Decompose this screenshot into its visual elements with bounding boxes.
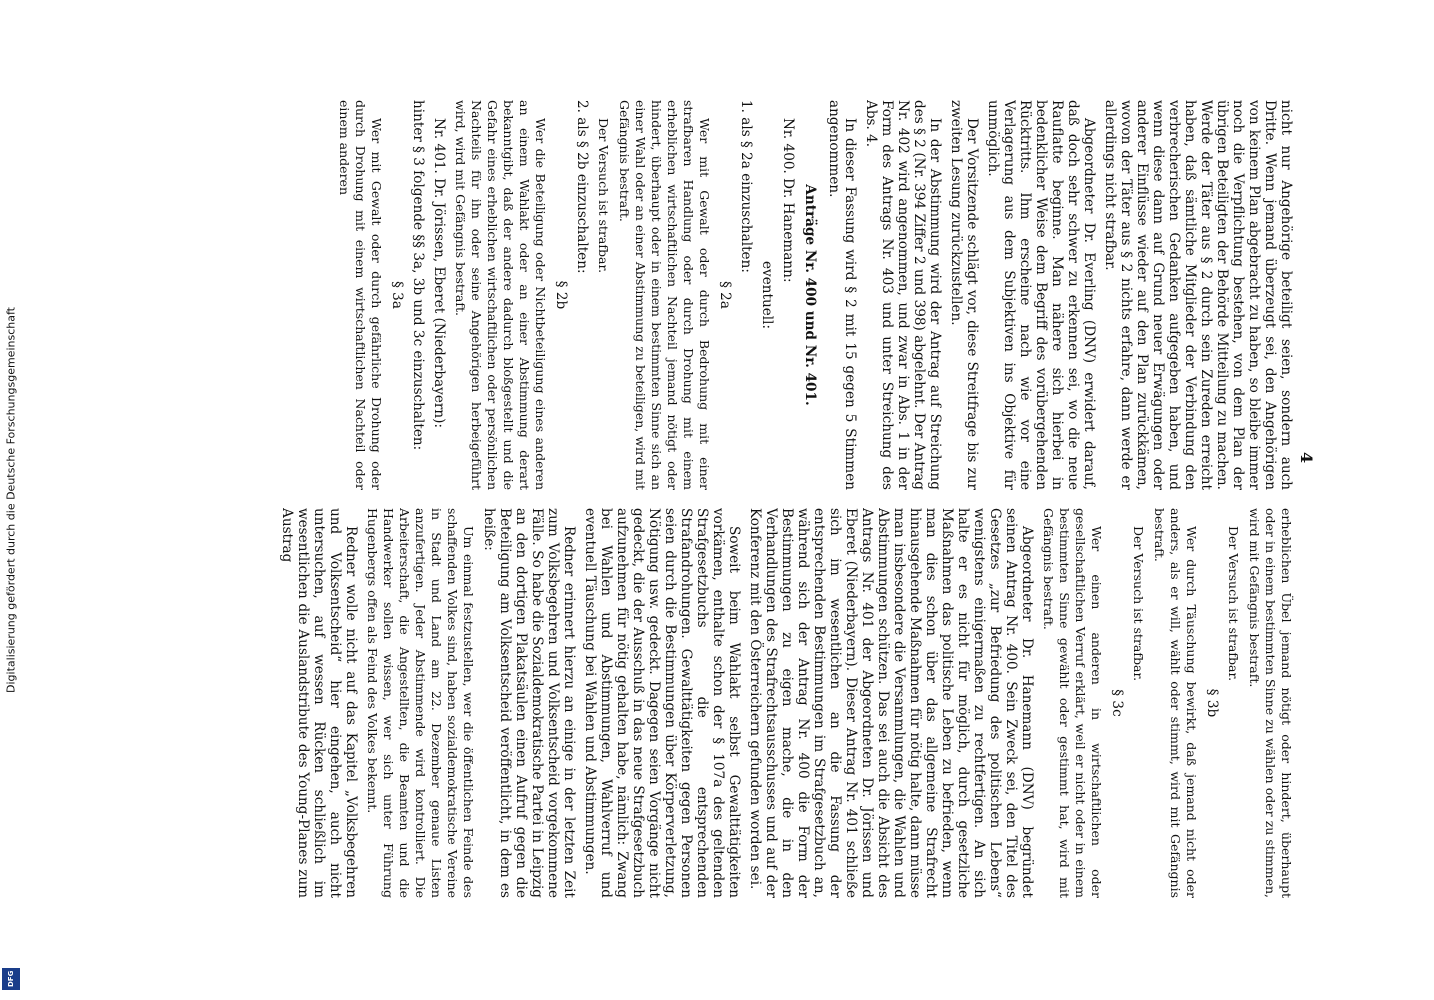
paragraph: Abgeordneter Dr. Everling (DNV) erwidert darauf, daß doch sehr schwer zu erkennen sei, wo die neue Rauflatte beginne. Man nähere sich hierbei in bedenklicher Weise dem Begriff des vorübergehenden Rücktritts. Ihm erscheine nach wie vor eine Verlagerung aus dem Subjektiven ins Objektive für unmöglich.	[985, 100, 1097, 490]
paragraph: Abgeordneter Dr. Hanemann (DNV) begründet seinen Antrag Nr. 400. Sein Zweck sei, den Titel des Gesetzes „zur Befriedung des politischen Lebens“ wenigstens einigermaßen zu rechtfertigen. An sich halte er es nicht für möglich, durch gesetzliche Maßnahmen das politische Leben zu befrieden, wenn man dies schon über das allgemeine Strafrecht hinausgehende Maßnahmen für nötig halte, dann müsse man insbesondere die Versammlungen, die Wahlen und Abstimmungen schützen. Das sei auch die Absicht des Antrags Nr. 401 der Abgeordneten Dr. Jörissen und Eberet (Niederbayern). Dieser Antrag Nr. 401 schließe sich im wesentlichen an die Fassung der entsprechenden Bestimmungen im Strafgesetzbuch an, während sich der Antrag Nr. 400 die Form der Bestimmungen zu eigen mache, die in den Verhandlungen des Strafrechtsausschusses und auf der Konferenz mit den Österreichern gefunden worden sei.	[747, 508, 1035, 898]
page-number: 4	[1297, 452, 1316, 464]
dfg-logo: DFG	[2, 968, 20, 990]
motion-note: eventuell:	[759, 260, 775, 330]
paragraph: Redner wolle nicht auf das Kapitel „Volksbegehren und Volksentscheid“ hier eingehen, auch nicht untersuchen, auf wessen Rücken schließlich im wesentlichen die Auslandstribute des Young-Planes zum Austrag	[279, 508, 359, 898]
digitization-credit: Digitalisierung gefördert durch die Deutsche Forschungsgemeinschaft	[4, 307, 18, 693]
section-number: § 2a	[717, 281, 733, 309]
paragraph: Wer die Beteiligung oder Nichtbeteiligung eines anderen an einem Wahlakt oder an einer Abstimmung derart bekanntgibt, daß der andere dadurch bloßgestellt und die Gefahr eines erheblichen wirtschaftlichen oder persönlichen Nachteils für ihn oder seine Angehörigen herbeigeführt wird, wird mit Gefängnis bestraft.	[453, 100, 548, 490]
section-number: § 3a	[389, 281, 405, 309]
paragraph: Redner erinnert hierzu an einige in der letzten Zeit zum Volksbegehren und Volksentscheid vorgekommene Fälle. So habe die Sozialdemokratische Partei in Leipzig an den dortigen Plakatsäulen einen Aufruf gegen die Beteiligung am Volksentscheid veröffentlicht, in dem es heiße:	[481, 508, 577, 898]
list-item: 2. als § 2b einzuschalten:	[574, 100, 590, 274]
paragraph: Der Versuch ist strafbar.	[596, 118, 611, 274]
paragraph: In der Abstimmung wird der Antrag auf Streichung des § 2 (Nr. 394 Ziffer 2 und 398) abgelehnt. Der Antrag Nr. 402 wird angenommen, und zwar in Abs. 1 in der Form des Antrags Nr. 403 und unter Streichung des Abs. 4.	[863, 100, 943, 490]
section-number: § 2b	[553, 280, 569, 310]
section-number: § 3c	[1109, 689, 1125, 717]
motion-title: Nr. 401. Dr. Jörissen, Eberet (Niederbayern):	[431, 118, 447, 429]
paragraph: Wer mit Gewalt oder durch gefährliche Drohung oder durch Drohung mit einem wirtschaftlichen Nachteil oder einem anderen	[337, 100, 384, 490]
paragraph: nicht nur Angehörige beteiligt seien, sondern auch Dritte. Wenn jemand überzeugt sei, den Angehörigen von keinem Plan abgebracht zu haben, so bleibe immer noch die Verpflichtung bestehen, von dem Plan der übrigen Beteiligten der Behörde Mitteilung zu machen. Werde der Täter aus § 2 durch sein Zureden erreicht haben, daß sämtliche Mitglieder der Verbindung den verbrecherischen Gedanken aufgegeben haben, und wenn diese dann auf Grund neuer Erwägungen oder anderer Einflüsse wieder auf den Plan zurückkämen, wovon der Täter aus § 2 nichts erfahre, dann werde er allerdings nicht strafbar.	[1102, 100, 1294, 490]
left-text-column	[234, 100, 1294, 490]
paragraph: Der Versuch ist strafbar.	[1131, 526, 1146, 682]
paragraph: In dieser Fassung wird § 2 mit 15 gegen 5 Stimmen angenommen.	[826, 100, 858, 490]
section-number: § 3b	[1204, 688, 1220, 718]
paragraph: Wer durch Täuschung bewirkt, daß jemand nicht oder anders, als er will, wählt oder stimmt, wird mit Gefängnis bestraft.	[1152, 508, 1199, 898]
paragraph: Der Versuch ist strafbar.	[1226, 526, 1241, 682]
paragraph: Wer einen anderen in wirtschaftlichen oder gesellschaftlichen Verruf erklärt, weil er nicht oder in einem bestimmten Sinne gewählt oder gestimmt hat, wird mit Gefängnis bestraft.	[1041, 508, 1104, 898]
section-heading: Anträge Nr. 400 und Nr. 401.	[802, 184, 818, 406]
paragraph: hinter § 3 folgende §§ 3a, 3b und 3c einzuschalten:	[410, 100, 426, 451]
list-item: 1. als § 2a einzuschalten:	[738, 100, 754, 273]
paragraph: Wer mit Gewalt oder durch Bedrohung mit einer strafbaren Handlung oder durch Drohung mit einem erheblichen wirtschaftlichen Nachteil jemand nötigt oder hindert, überhaupt oder in einem bestimmten Sinne sich an einer Wahl oder an einer Abstimmung zu beteiligen, wird mit Gefängnis bestraft.	[617, 100, 712, 490]
paragraph: erheblichen Übel jemand nötigt oder hindert, überhaupt oder in einem bestimmten Sinne zu wählen oder zu stimmen, wird mit Gefängnis bestraft.	[1247, 508, 1294, 898]
quote: Um einmal festzustellen, wer die öffentlichen Feinde des schaffenden Volkes sind, haben sozialdemokratische Vereine in Stadt und Land am 22. Dezember genaue Listen anzufertigen. Jeder Abstimmende wird kontrolliert. Die Arbeiterschaft, die Angestellten, die Beamten und die Handwerker sollen wissen, wer sich unter Führung Hugenbergs offen als Feind des Volkes bekennt.	[365, 508, 476, 898]
paragraph: Soweit beim Wahlakt selbst Gewalttätigkeiten vorkämen, enthalte schon der § 107a des geltenden Strafgesetzbuchs die entsprechenden Strafandrohungen. Gewalttätigkeiten gegen Personen seien durch die Bestimmungen über Körperverletzung, Nötigung usw. gedeckt. Dagegen seien Vorgänge nicht gedeckt, die der Ausschuß in das neue Strafgesetzbuch aufzunehmen für nötig gehalten habe, nämlich: Zwang bei Wahlen und Abstimmungen, Wahlverruf und eventuell Täuschung bei Wahlen und Abstimmungen.	[582, 508, 742, 898]
paragraph: Der Vorsitzende schlägt vor, diese Streitfrage bis zur zweiten Lesung zurückzustellen.	[948, 100, 980, 490]
motion-title: Nr. 400. Dr. Hanemann:	[780, 118, 796, 283]
credit-sidebar	[0, 0, 22, 1000]
right-text-column	[234, 508, 1294, 898]
